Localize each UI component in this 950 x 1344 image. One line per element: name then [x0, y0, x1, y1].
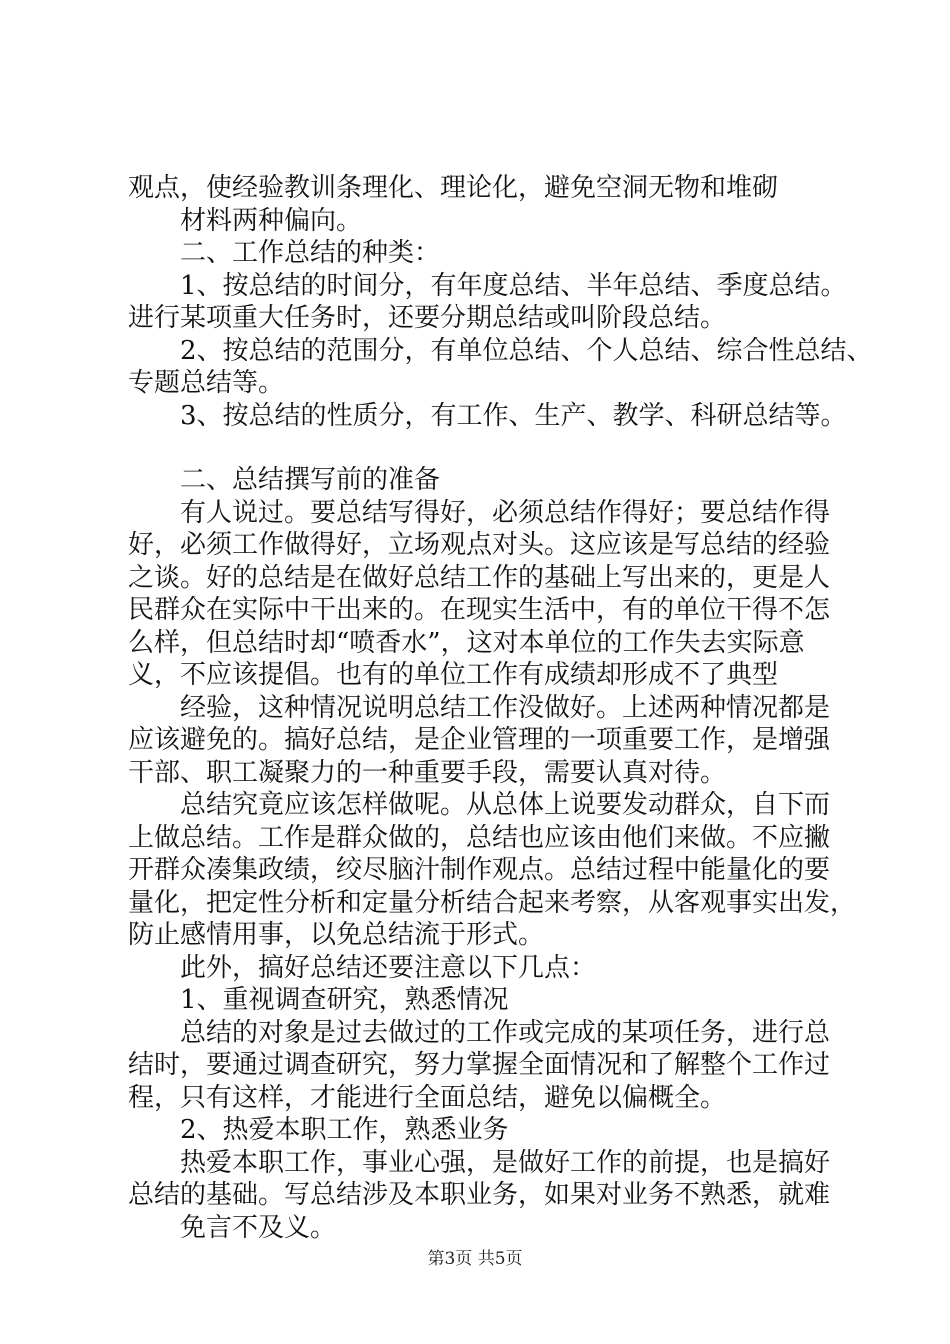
text-line: 之谈。好的总结是在做好总结工作的基础上写出来的，更是人 [128, 562, 831, 593]
text-line: 上做总结。工作是群众做的，总结也应该由他们来做。不应撇 [128, 822, 831, 853]
text-line: 材料两种偏向。 [180, 205, 363, 236]
section-heading: 二、工作总结的种类： [180, 238, 441, 268]
text-line: 结时，要通过调查研究，努力掌握全面情况和了解整个工作过 [128, 1050, 831, 1080]
text-line: 此外，搞好总结还要注意以下几点： [180, 952, 597, 983]
text-line: 1、按总结的时间分，有年度总结、半年总结、季度总结。 [180, 270, 847, 301]
text-line: 3、按总结的性质分，有工作、生产、教学、科研总结等。 [180, 400, 847, 431]
text-line: 有人说过。要总结写得好，必须总结作得好；要总结作得 [180, 497, 831, 528]
text-line: 程，只有这样，才能进行全面总结，避免以偏概全。 [128, 1082, 727, 1113]
text-line: 应该避免的。搞好总结，是企业管理的一项重要工作，是增强 [128, 725, 831, 755]
text-line: 进行某项重大任务时，还要分期总结或叫阶段总结。 [128, 303, 727, 333]
text-line: 干部、职工凝聚力的一种重要手段，需要认真对待。 [128, 757, 727, 788]
subsection-heading: 1、重视调查研究，熟悉情况 [180, 985, 509, 1015]
page-number-footer: 第3页 共5页 [427, 1249, 523, 1269]
paragraph-gap [128, 432, 828, 464]
text-line: 么样，但总结时却“喷香水”，这对本单位的工作失去实际意 [128, 627, 805, 658]
text-line: 2、按总结的范围分，有单位总结、个人总结、综合性总结、 [180, 335, 873, 366]
text-line: 防止感情用事，以免总结流于形式。 [128, 920, 545, 950]
text-line: 好，必须工作做得好，立场观点对头。这应该是写总结的经验 [128, 530, 831, 560]
subsection-heading: 2、热爱本职工作，熟悉业务 [180, 1115, 509, 1145]
text-line: 经验，这种情况说明总结工作没做好。上述两种情况都是 [180, 692, 831, 723]
text-line: 热爱本职工作，事业心强，是做好工作的前提，也是搞好 [180, 1147, 831, 1178]
text-line: 量化，把定性分析和定量分析结合起来考察，从客观事实出发， [128, 887, 857, 918]
text-line: 总结的对象是过去做过的工作或完成的某项任务，进行总 [180, 1017, 831, 1048]
text-line: 总结的基础。写总结涉及本职业务，如果对业务不熟悉，就难 [128, 1180, 831, 1210]
text-line: 免言不及义。 [180, 1212, 337, 1243]
section-heading: 二、总结撰写前的准备 [180, 465, 441, 495]
text-line: 专题总结等。 [128, 368, 285, 398]
text-line: 民群众在实际中干出来的。在现实生活中，有的单位干得不怎 [128, 595, 831, 625]
text-line: 总结究竟应该怎样做呢。从总体上说要发动群众，自下而 [180, 790, 831, 820]
text-line: 观点，使经验教训条理化、理论化，避免空洞无物和堆砌 [128, 173, 779, 203]
text-line: 开群众凑集政绩，绞尽脑汁制作观点。总结过程中能量化的要 [128, 855, 831, 885]
text-line: 义，不应该提倡。也有的单位工作有成绩却形成不了典型 [128, 660, 779, 690]
document-body [128, 172, 873, 1244]
